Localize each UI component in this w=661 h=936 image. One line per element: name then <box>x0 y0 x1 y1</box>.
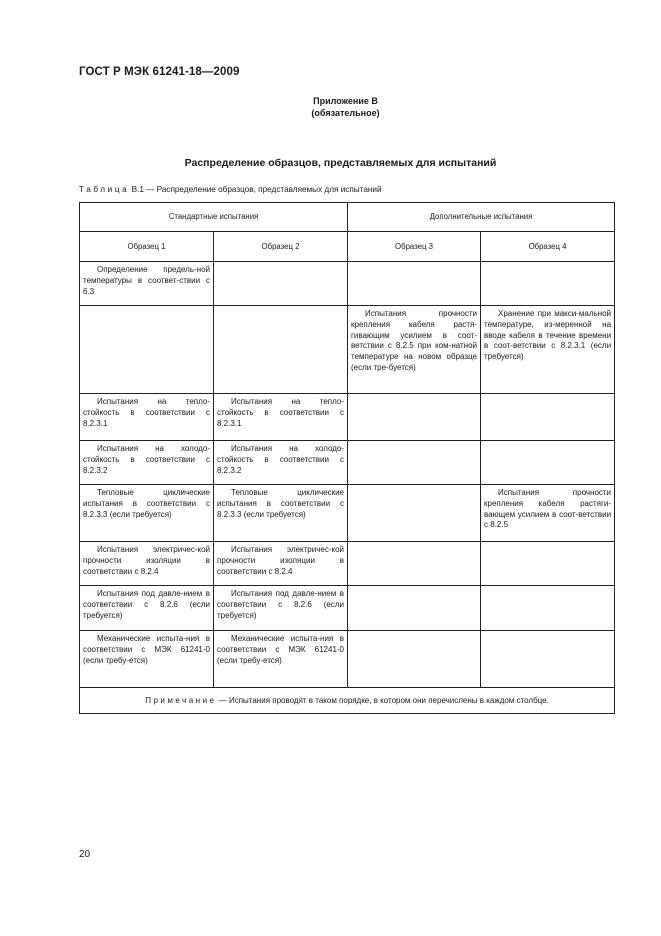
table-cell: Механические испыта-ния в соответствии с МЭК 61241-0 (если требу-ется) <box>80 631 214 688</box>
column-header-sample-2: Образец 2 <box>214 232 348 262</box>
appendix-subtitle: (обязательное) <box>311 108 380 118</box>
table-cell <box>348 262 481 306</box>
table-caption-label: Таблица <box>79 185 130 194</box>
table-cell <box>348 485 481 542</box>
table-row <box>80 394 615 441</box>
appendix-header <box>0 95 661 119</box>
table-note-text: — Испытания проводят в таком порядке, в котором они перечислены в каждом столбце. <box>216 695 549 705</box>
table-cell: Испытания электричес-кой прочности изоляции в соответствии с 8.2.4 <box>80 542 214 586</box>
table-row <box>80 485 615 542</box>
table-cell: Испытания на тепло-стойкость в соответствии с 8.2.3.1 <box>214 394 348 441</box>
table-cell: Испытания электричес-кой прочности изоляции в соответствии с 8.2.4 <box>214 542 348 586</box>
document-id: ГОСТ Р МЭК 61241-18—2009 <box>79 66 240 78</box>
table-cell: Механические испыта-ния в соответствии с МЭК 61241-0 (если требу-ется) <box>214 631 348 688</box>
table-cell: Тепловые циклические испытания в соответствии с 8.2.3.3 (если требуется) <box>214 485 348 542</box>
table-row <box>80 441 615 485</box>
table-row <box>80 542 615 586</box>
table-note-label: Примечание <box>145 695 217 705</box>
page-number: 20 <box>79 849 91 860</box>
sample-distribution-table <box>79 202 615 714</box>
table-caption <box>79 185 382 194</box>
column-header-sample-3: Образец 3 <box>348 232 481 262</box>
table-cell: Испытания под давле-нием в соответствии с 8.2.6 (если требуется) <box>214 586 348 631</box>
table-cell: Тепловые циклические испытания в соответствии с 8.2.3.3 (если требуется) <box>80 485 214 542</box>
table-row <box>80 631 615 688</box>
table-cell: Испытания на холодо-стойкость в соответствии с 8.2.3.2 <box>80 441 214 485</box>
table-cell <box>481 262 615 306</box>
table-cell <box>481 394 615 441</box>
table-cell: Хранение при макси-мальной температуре, из-меренной на вводе кабеля в течение времени в соот-ветствии с 8.2.3.1 (если требуется) <box>481 306 615 394</box>
table-row <box>80 586 615 631</box>
table-cell <box>348 542 481 586</box>
table-cell <box>214 306 348 394</box>
table-cell: Испытания на тепло-стойкость в соответствии с 8.2.3.1 <box>80 394 214 441</box>
column-header-sample-4: Образец 4 <box>481 232 615 262</box>
table-cell <box>348 441 481 485</box>
table-note <box>80 688 615 714</box>
table-cell: Испытания прочности крепления кабеля растя-гивающим усилием в соот-ветствии с 8.2.5 при ком-натной температуре на новом образце (если тре-буется) <box>348 306 481 394</box>
group-header-additional: Дополнительные испытания <box>348 203 615 232</box>
table-cell <box>481 586 615 631</box>
table-cell <box>348 586 481 631</box>
table-row <box>80 262 615 306</box>
table-caption-text: В.1 — Распределение образцов, представляемых для испытаний <box>129 185 382 194</box>
column-header-sample-1: Образец 1 <box>80 232 214 262</box>
section-title: Распределение образцов, представляемых для испытаний <box>184 157 497 169</box>
table-cell <box>481 542 615 586</box>
group-header-standard: Стандартные испытания <box>80 203 348 232</box>
appendix-title: Приложение В <box>313 96 378 106</box>
table-cell <box>214 262 348 306</box>
table-cell <box>481 441 615 485</box>
table-cell: Определение предель-ной температуры в соответ-ствии с 6.3 <box>80 262 214 306</box>
table-cell: Испытания прочности крепления кабеля растяги-вающем усилием в соот-ветствии с 8.2.5 <box>481 485 615 542</box>
table-cell <box>348 394 481 441</box>
table-cell <box>348 631 481 688</box>
table-cell: Испытания на холодо-стойкость в соответствии с 8.2.3.2 <box>214 441 348 485</box>
table-row <box>80 306 615 394</box>
table-cell <box>481 631 615 688</box>
table-cell: Испытания под давле-нием в соответствии с 8.2.6 (если требуется) <box>80 586 214 631</box>
table-cell <box>80 306 214 394</box>
